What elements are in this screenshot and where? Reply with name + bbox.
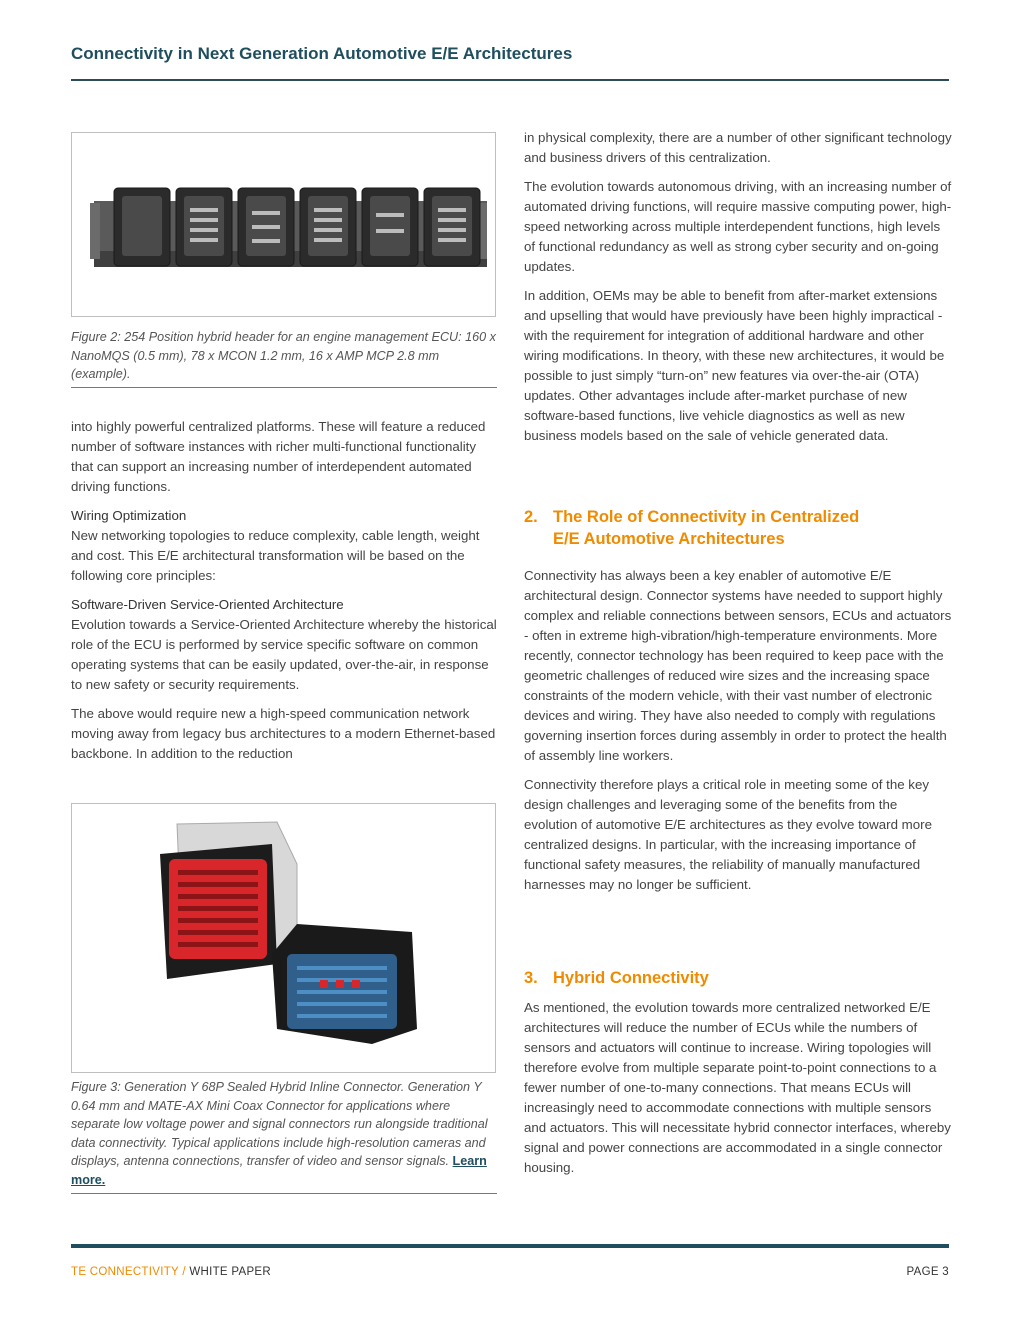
hybrid-connector-illustration: [72, 804, 495, 1072]
section-2-heading: [524, 506, 952, 550]
section-2: [524, 506, 952, 904]
right-column-text: [524, 128, 952, 455]
footer-doc-type: WHITE PAPER: [189, 1266, 271, 1278]
ecu-header-illustration: [72, 133, 495, 316]
paragraph: In addition, OEMs may be able to benefit from after-market extensions and upselling that would have previously have been highly impractical - with the requirement for integration of additional hardware and other wiring modifications. In theory, with these new architectures, it would be possible to just simply “turn-on” new features via over-the-air (OTA) updates. Other advantages include after-market purchase of new software-based functions, live vehicle diagnostics as well as new business models based on the sale of vehicle generated data.: [524, 288, 945, 443]
figure-2-caption-rule: [71, 387, 497, 388]
paragraph: As mentioned, the evolution towards more centralized networked E/E architectures will reduce the number of ECUs while the numbers of sensors and actuators will continue to increase. Wiring topologies will therefore evolve from multiple separate point-to-point connections to a fewer number of one-to-many connections. That means ECUs will increasingly need to accommodate connections with multiple sensors and actuators. This will necessitate hybrid connector interfaces, whereby signal and power connections are accommodated in a single connector housing.: [524, 1000, 951, 1175]
header-divider: [71, 79, 949, 81]
section-3-heading: [524, 967, 952, 989]
left-column-text: [71, 417, 497, 773]
section-2-number: 2.: [524, 508, 538, 526]
footer-brand: TE CONNECTIVITY: [71, 1266, 179, 1278]
section-2-title-line1: The Role of Connectivity in Centralized: [553, 508, 860, 526]
footer-brand-line: [71, 1266, 271, 1278]
paragraph: Connectivity has always been a key enabler of automotive E/E architectural design. Connector systems have needed to support highly complex and reliable connections between sensors, ECUs and actuators - often in extreme high-vibration/high-temperature environments. More recently, connector technology has been required to keep pace with the geometric challenges of reduced wire sizes and the increasing space constraints of the modern vehicle, with their vast number of electronic devices and wiring. They have also needed to comply with regulations governing insertion forces during assembly in order to protect the health of assembly line workers.: [524, 568, 952, 763]
paragraph: New networking topologies to reduce complexity, cable length, weight and cost. This E/E architectural transformation will be based on the following core principles:: [71, 528, 480, 583]
learn-more-link[interactable]: Learn more.: [71, 1154, 487, 1187]
section-2-title: [553, 506, 859, 550]
footer-divider: [71, 1244, 949, 1248]
page-number: PAGE 3: [906, 1266, 949, 1278]
paragraph: The evolution towards autonomous driving, with an increasing number of automated driving functions, will require massive computing power, high-speed networking across multiple interdependent functions, high levels of functional redundancy as well as strong cyber security and on-going updates.: [524, 179, 952, 274]
figure-2-image: [71, 132, 496, 317]
paragraph: into highly powerful centralized platforms. These will feature a reduced number of software instances with richer multi-functional functionality that can support an increasing number of interdependent automated driving functions.: [71, 419, 486, 494]
page-header-title: Connectivity in Next Generation Automotive E/E Architectures: [71, 44, 573, 63]
footer-separator: /: [182, 1266, 186, 1278]
paragraph: The above would require new a high-speed communication network moving away from legacy bus architectures to a modern Ethernet-based backbone. In addition to the reduction: [71, 706, 496, 761]
paragraph: Connectivity therefore plays a critical role in meeting some of the key design challenges and leveraging some of the benefits from the evolution of automotive E/E architectures as they evolve toward more centralized designs. In particular, with the increasing importance of functional safety measures, the reliability of manually manufactured harnesses may no longer be sufficient.: [524, 777, 932, 892]
figure-3-caption-rule: [71, 1193, 497, 1194]
figure-3-caption: [71, 1078, 497, 1189]
section-3-number: 3.: [524, 969, 538, 987]
paragraph: Evolution towards a Service-Oriented Architecture whereby the historical role of the ECU is performed by service specific software on common operating systems that can be easily updated, over-the-air, in response to new safety or security requirements.: [71, 617, 497, 692]
paragraph: in physical complexity, there are a number of other significant technology and business drivers of this centralization.: [524, 130, 952, 165]
subheading-soa: Software-Driven Service-Oriented Architecture: [71, 597, 344, 612]
section-2-title-line2: E/E Automotive Architectures: [553, 530, 785, 548]
section-3: [524, 967, 952, 1187]
figure-3-image: [71, 803, 496, 1073]
subheading-wiring: Wiring Optimization: [71, 508, 187, 523]
figure-2-caption: Figure 2: 254 Position hybrid header for an engine management ECU: 160 x NanoMQS (0.5 mm), 78 x MCON 1.2 mm, 16 x AMP MCP 2.8 mm (example).: [71, 330, 496, 381]
figure-3-caption-text: Figure 3: Generation Y 68P Sealed Hybrid Inline Connector. Generation Y 0.64 mm and MATE-AX Mini Coax Connector for applications where separate low voltage power and signal connectors run alongside traditional data connectivity. Typical applications include high-resolution cameras and displays, antenna connections, transfer of video and sensor signals.: [71, 1080, 488, 1168]
section-3-title: Hybrid Connectivity: [553, 969, 709, 987]
